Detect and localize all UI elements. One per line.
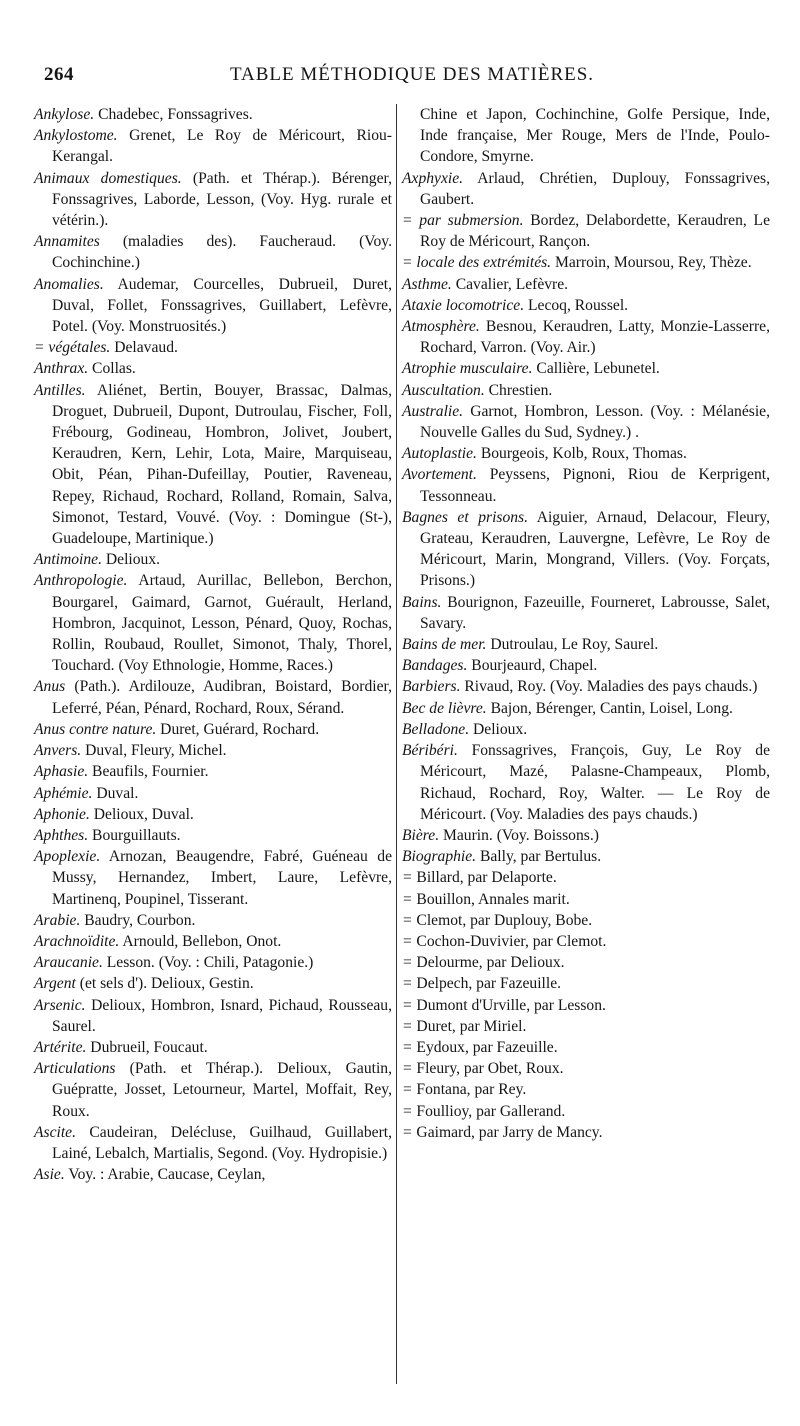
- entry-authors: Billard, par Delaporte.: [412, 869, 557, 887]
- entry-authors: Foullioy, par Gallerand.: [412, 1102, 566, 1120]
- entry-heading: Anvers.: [34, 742, 82, 760]
- entry-authors: Duret, Guérard, Rochard.: [156, 720, 320, 738]
- entry-authors: Fonssagrives, François, Guy, Le Roy de Méricourt, Mazé, Palasne-Champeaux, Plomb, Richaud, Rochard, Roy, Walter. — Le Roy de Méricourt. (Voy. Maladies des pays chauds.): [420, 742, 770, 823]
- index-entry: [34, 1058, 392, 1122]
- entry-authors: Delpech, par Fazeuille.: [412, 975, 562, 993]
- entry-authors: (Path. et Thérap.). Bérenger, Fonssagrives, Laborde, Lesson, (Voy. Hyg. rurale et vétérin.).: [52, 169, 392, 230]
- entry-authors: Marroin, Moursou, Rey, Thèze.: [551, 254, 752, 272]
- entry-authors: Duret, par Miriel.: [412, 1017, 527, 1035]
- index-entry: [34, 1037, 392, 1058]
- index-entry: [402, 1101, 770, 1122]
- entry-authors: Dubrueil, Foucaut.: [86, 1038, 208, 1056]
- entry-heading: Anus contre nature.: [34, 720, 157, 738]
- index-entry: [402, 1122, 770, 1143]
- index-entry: [402, 1079, 770, 1100]
- page-title: TABLE MÉTHODIQUE DES MATIÈRES.: [229, 64, 595, 85]
- entry-authors: Duval, Fleury, Michel.: [81, 742, 227, 760]
- entry-heading: Anus: [34, 678, 66, 696]
- entry-heading: =: [402, 911, 413, 929]
- index-entry: [34, 931, 392, 952]
- entry-authors: Aiguier, Arnaud, Delacour, Fleury, Grateau, Keraudren, Lauvergne, Lefèvre, Le Roy de Méricourt, Marin, Mongrand, Villers. (Voy. Forçats, Prisons.): [420, 508, 770, 590]
- entry-heading: Biographie.: [402, 848, 477, 866]
- entry-heading: Bec de lièvre.: [402, 699, 487, 717]
- index-entry: [34, 274, 392, 338]
- index-entry: [34, 825, 392, 846]
- left-column: [34, 104, 392, 1185]
- index-entry: [402, 507, 770, 592]
- index-entry: [402, 401, 770, 443]
- entry-authors: Eydoux, par Fazeuille.: [412, 1038, 558, 1056]
- entry-authors: Bourgeois, Kolb, Roux, Thomas.: [476, 445, 687, 463]
- entry-authors: Artaud, Aurillac, Bellebon, Berchon, Bourgarel, Gaimard, Garnot, Guérault, Herland, Hombron, Jacquinot, Lesson, Pénard, Quoy, Rochas, Rollin, Roubaud, Roullet, Simonot, Thaly, Thorel, Touchard. (Voy Ethnologie, Homme, Races.): [52, 572, 392, 675]
- entry-authors: Baudry, Courbon.: [80, 911, 196, 929]
- entry-heading: =: [402, 1017, 413, 1035]
- entry-authors: Caudeiran, Delécluse, Guilhaud, Guillabert, Lainé, Lebalch, Martialis, Segond. (Voy. Hydropisie.): [52, 1123, 392, 1162]
- index-entry: [402, 443, 770, 464]
- entry-authors: Grenet, Le Roy de Méricourt, Riou-Kerangal.: [52, 127, 392, 166]
- index-entry: [402, 931, 770, 952]
- entry-authors: (Path. et Thérap.). Delioux, Gautin, Guépratte, Josset, Letourneur, Martel, Moffait, Rey, Roux.: [52, 1060, 392, 1120]
- entry-heading: Ascite.: [34, 1123, 76, 1141]
- entry-heading: Axphyxie.: [402, 169, 464, 187]
- entry-heading: Atrophie musculaire.: [402, 360, 533, 378]
- entry-authors: Delioux.: [102, 551, 161, 569]
- index-entry: [34, 1164, 392, 1185]
- entry-authors: Delioux, Duval.: [89, 805, 194, 823]
- index-entry: [402, 295, 770, 316]
- entry-authors: Bourguillauts.: [88, 826, 181, 844]
- entry-authors: Delourme, par Delioux.: [412, 954, 565, 972]
- entry-authors: Dumont d'Urville, par Lesson.: [412, 996, 606, 1014]
- entry-authors: Lecoq, Roussel.: [524, 296, 629, 314]
- entry-heading: =: [402, 996, 413, 1014]
- index-entry: [34, 952, 392, 973]
- entry-authors: Chadebec, Fonssagrives.: [94, 106, 253, 123]
- index-entry: [402, 274, 770, 295]
- index-entry: [402, 464, 770, 506]
- entry-heading: Bandages.: [402, 657, 468, 675]
- entry-heading: Ankylostome.: [34, 127, 118, 145]
- entry-heading: Australie.: [402, 402, 464, 420]
- index-entry: [402, 995, 770, 1016]
- entry-heading: Avortement.: [402, 466, 477, 484]
- index-entry: [402, 316, 770, 358]
- entry-authors: Duval.: [92, 784, 139, 802]
- entry-heading: Bains de mer.: [402, 636, 487, 654]
- entry-heading: Artérite.: [34, 1038, 87, 1056]
- index-entry: [34, 1122, 392, 1164]
- entry-heading: Aphthes.: [34, 826, 89, 844]
- entry-authors: Lesson. (Voy. : Chili, Patagonie.): [102, 954, 314, 972]
- entry-heading: Atmosphère.: [402, 318, 480, 336]
- right-column: [402, 104, 770, 1143]
- page-number: 264: [44, 64, 74, 85]
- entry-heading: =: [402, 1081, 413, 1099]
- entry-authors: Bordez, Delabordette, Keraudren, Le Roy de Méricourt, Rançon.: [420, 212, 770, 251]
- entry-heading: =: [402, 1038, 413, 1056]
- index-entry: [34, 168, 392, 232]
- index-entry: [34, 380, 392, 550]
- entry-heading: Ankylose.: [34, 106, 95, 123]
- entry-heading: = végétales.: [34, 339, 111, 357]
- entry-heading: Articulations: [34, 1060, 116, 1078]
- index-entry: [402, 698, 770, 719]
- index-entry: [402, 168, 770, 210]
- entry-heading: Asie.: [34, 1166, 65, 1184]
- entry-heading: =: [402, 1123, 413, 1141]
- index-entry: [402, 1058, 770, 1079]
- index-entry: [402, 676, 770, 697]
- index-entry: [402, 252, 770, 273]
- entry-authors: Peyssens, Pignoni, Riou de Kerprigent, Tessonneau.: [420, 466, 770, 505]
- entry-authors: Chine et Japon, Cochinchine, Golfe Persique, Inde, Inde française, Mer Rouge, Mers de l'Inde, Poulo-Condore, Smyrne.: [420, 106, 770, 166]
- entry-authors: Voy. : Arabie, Caucase, Ceylan,: [64, 1166, 266, 1184]
- index-entry: [402, 210, 770, 252]
- entry-authors: Bourignon, Fazeuille, Fourneret, Labrousse, Salet, Savary.: [420, 593, 770, 632]
- entry-heading: Antilles.: [34, 381, 86, 399]
- index-entry: [34, 783, 392, 804]
- entry-authors: Aliénet, Bertin, Bouyer, Brassac, Dalmas, Droguet, Dubrueil, Dupont, Dutroulau, Fischer, Foll, Frébourg, Godineau, Hombron, Jolivet, Joubert, Keraudren, Kern, Lehir, Lota, Maire, Marquiseau, Obit, Péan, Pihan-Dufeillay, Poutier, Raveneau, Repey, Richaud, Rochard, Rolland, Romain, Salva, Simonot, Testard, Vouvé. (Voy. : Domingue (St-), Guadeloupe, Martinique.): [52, 381, 392, 548]
- column-divider: [396, 104, 397, 1384]
- entry-authors: Fontana, par Rey.: [412, 1081, 527, 1099]
- index-entry: [402, 358, 770, 379]
- index-entry: [34, 337, 392, 358]
- index-entry: [402, 1016, 770, 1037]
- entry-heading: =: [402, 932, 413, 950]
- entry-heading: = par submersion.: [402, 212, 524, 230]
- entry-heading: =: [402, 1102, 413, 1120]
- index-entry: [402, 825, 770, 846]
- entry-authors: (et sels d'). Delioux, Gestin.: [75, 975, 254, 993]
- entry-heading: =: [402, 1060, 413, 1078]
- entry-authors: Chrestien.: [484, 381, 553, 399]
- entry-authors: Cavalier, Lefèvre.: [451, 275, 569, 293]
- index-entry: [402, 952, 770, 973]
- index-entry: [34, 104, 392, 125]
- index-entry: [402, 380, 770, 401]
- entry-heading: Belladone.: [402, 720, 470, 738]
- entry-heading: Béribéri.: [402, 742, 458, 760]
- page-header: [44, 64, 780, 92]
- entry-heading: Auscultation.: [402, 381, 485, 399]
- index-entry: [402, 634, 770, 655]
- index-entry: [402, 592, 770, 634]
- entry-authors: Arlaud, Chrétien, Duplouy, Fonssagrives, Gaubert.: [420, 169, 770, 208]
- entry-authors: Gaimard, par Jarry de Mancy.: [412, 1123, 603, 1141]
- entry-heading: Anthrax.: [34, 360, 89, 378]
- entry-authors: Rivaud, Roy. (Voy. Maladies des pays chauds.): [460, 678, 758, 696]
- entry-heading: Aphonie.: [34, 805, 90, 823]
- entry-heading: Bains.: [402, 593, 442, 611]
- entry-authors: Dutroulau, Le Roy, Saurel.: [486, 636, 659, 654]
- entry-heading: Arachnoïdite.: [34, 932, 120, 950]
- index-entry: [34, 570, 392, 676]
- entry-authors: Beaufils, Fournier.: [88, 763, 209, 781]
- entry-heading: Barbiers.: [402, 678, 461, 696]
- entry-authors: Audemar, Courcelles, Dubrueil, Duret, Duval, Follet, Fonssagrives, Guillabert, Lefèvre, Potel. (Voy. Monstruosités.): [52, 275, 392, 336]
- index-entry: [402, 889, 770, 910]
- index-entry: [402, 104, 770, 168]
- entry-heading: Anthropologie.: [34, 572, 128, 590]
- index-entry: [402, 973, 770, 994]
- index-entry: [34, 761, 392, 782]
- index-entry: [402, 846, 770, 867]
- entry-heading: Animaux domestiques.: [34, 169, 182, 187]
- index-entry: [34, 846, 392, 910]
- entry-heading: Araucanie.: [34, 954, 103, 972]
- index-entry: [34, 231, 392, 273]
- index-entry: [402, 719, 770, 740]
- entry-heading: Annamites: [34, 233, 100, 251]
- index-entry: [34, 549, 392, 570]
- index-entry: [34, 125, 392, 167]
- index-entry: [34, 719, 392, 740]
- entry-authors: Bajon, Bérenger, Cantin, Loisel, Long.: [486, 699, 733, 717]
- entry-authors: Clemot, par Duplouy, Bobe.: [412, 911, 593, 929]
- entry-authors: Bouillon, Annales marit.: [412, 890, 570, 908]
- entry-heading: Arsenic.: [34, 996, 86, 1014]
- entry-heading: = locale des extrémités.: [402, 254, 552, 272]
- index-entry: [402, 867, 770, 888]
- entry-heading: Autoplastie.: [402, 445, 477, 463]
- entry-heading: Ataxie locomotrice.: [402, 296, 525, 314]
- index-entry: [34, 995, 392, 1037]
- index-entry: [402, 740, 770, 825]
- entry-authors: Fleury, par Obet, Roux.: [412, 1060, 564, 1078]
- index-entry: [34, 804, 392, 825]
- entry-authors: Bally, par Bertulus.: [476, 848, 602, 866]
- entry-authors: Cochon-Duvivier, par Clemot.: [412, 932, 607, 950]
- index-entry: [402, 655, 770, 676]
- index-entry: [34, 973, 392, 994]
- index-entry: [34, 358, 392, 379]
- index-entry: [34, 910, 392, 931]
- entry-authors: Garnot, Hombron, Lesson. (Voy. : Mélanésie, Nouvelle Galles du Sud, Sydney.) .: [420, 402, 770, 442]
- entry-heading: Asthme.: [402, 275, 452, 293]
- entry-heading: Aphémie.: [34, 784, 93, 802]
- entry-authors: (Path.). Ardilouze, Audibran, Boistard, Bordier, Leferré, Péan, Pénard, Rochard, Roux, Sérand.: [52, 678, 392, 717]
- entry-authors: Collas.: [88, 360, 136, 378]
- entry-heading: Arabie.: [34, 911, 81, 929]
- entry-heading: Antimoine.: [34, 551, 102, 569]
- entry-heading: =: [402, 890, 413, 908]
- entry-authors: (maladies des). Faucheraud. (Voy. Cochinchine.): [52, 233, 392, 272]
- entry-authors: Delioux.: [469, 720, 528, 738]
- entry-heading: =: [402, 869, 413, 887]
- entry-heading: Argent: [34, 975, 76, 993]
- entry-authors: Besnou, Keraudren, Latty, Monzie-Lasserre, Rochard, Varron. (Voy. Air.): [420, 318, 770, 357]
- entry-authors: Arnozan, Beaugendre, Fabré, Guéneau de Mussy, Hernandez, Imbert, Laure, Lefèvre, Martinenq, Poupinel, Tisserant.: [52, 848, 392, 908]
- entry-heading: =: [402, 975, 413, 993]
- entry-authors: Callière, Lebunetel.: [532, 360, 660, 378]
- entry-heading: Anomalies.: [34, 275, 104, 293]
- entry-heading: Bière.: [402, 826, 440, 844]
- entry-heading: Aphasie.: [34, 763, 89, 781]
- index-entry: [402, 1037, 770, 1058]
- entry-heading: Apoplexie.: [34, 848, 101, 866]
- index-entry: [34, 676, 392, 718]
- entry-authors: Maurin. (Voy. Boissons.): [439, 826, 599, 844]
- entry-authors: Arnould, Bellebon, Onot.: [119, 932, 282, 950]
- entry-authors: Delioux, Hombron, Isnard, Pichaud, Rousseau, Saurel.: [52, 996, 392, 1035]
- index-entry: [402, 910, 770, 931]
- entry-authors: Bourjeaurd, Chapel.: [467, 657, 598, 675]
- entry-authors: Delavaud.: [110, 339, 178, 357]
- index-entry: [34, 740, 392, 761]
- entry-heading: Bagnes et prisons.: [402, 508, 529, 526]
- entry-heading: =: [402, 954, 413, 972]
